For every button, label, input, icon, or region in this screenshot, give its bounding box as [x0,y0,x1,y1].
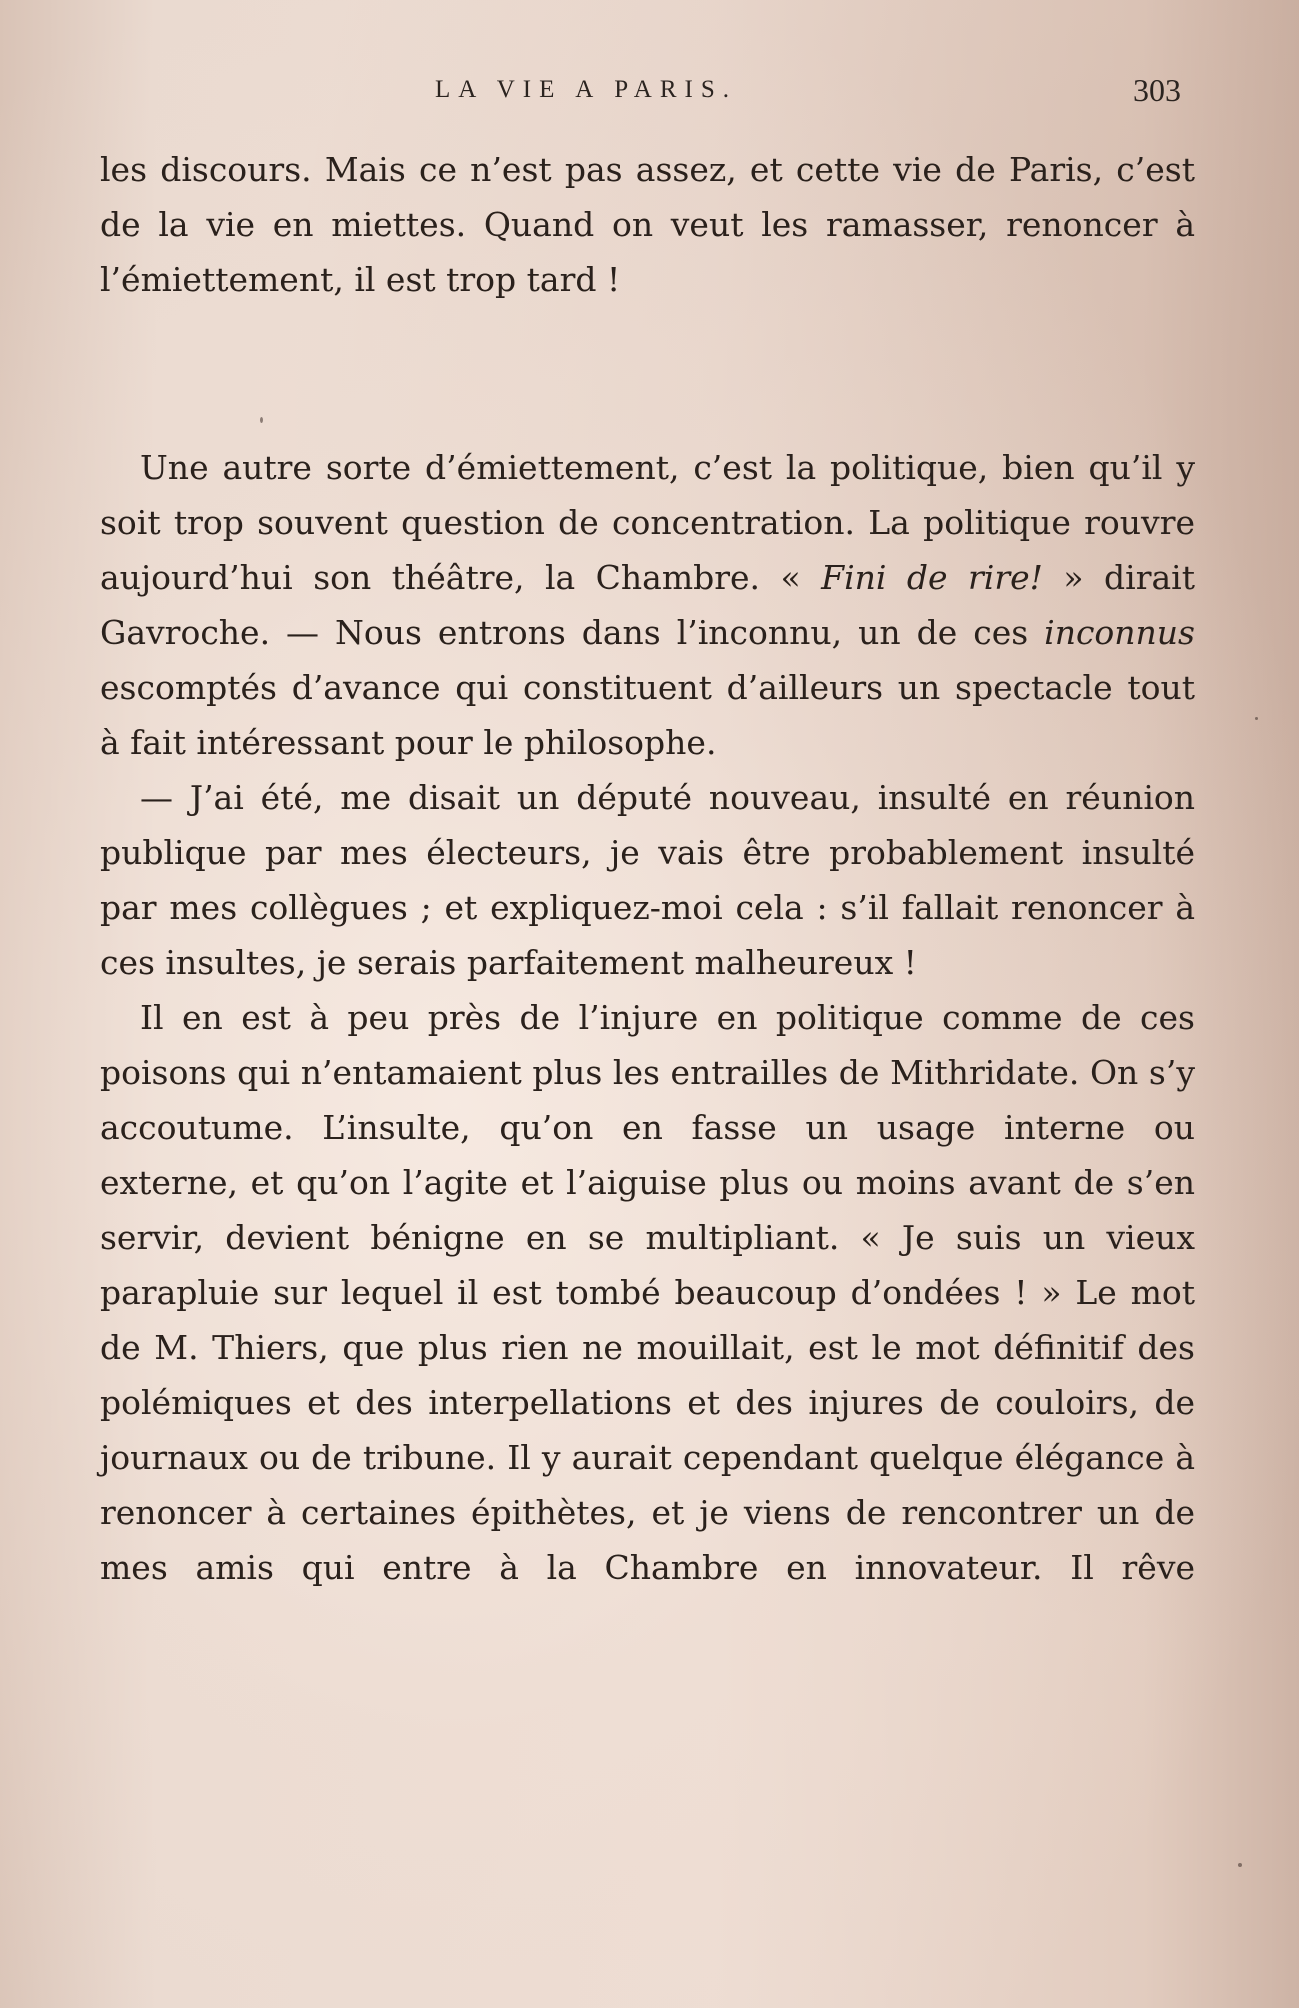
paragraph-4: Il en est à peu près de l’injure en politique comme de ces poisons qui n’entamaient plus les entrailles de Mithridate. On s’y accoutume. L’insulte, qu’on en fasse un usage interne ou externe, et qu’on l’agite et l’aiguise plus ou moins avant de s’en servir, devient bénigne en se multipliant. « Je suis un vieux parapluie sur lequel il est tombé beaucoup d’ondées ! » Le mot de M. Thiers, que plus rien ne mouillait, est le mot définitif des polémiques et des interpellations et des injures de couloirs, de journaux ou de tribune. Il y aurait cependant quelque élégance à renoncer à certaines épithètes, et je viens de rencontrer un de mes amis qui entre à la Chambre en innovateur. Il rêve [100,998,1195,1587]
paragraph-2-text-b: » dirait Gavroche. — Nous entrons dans l’inconnu, un de ces [100,558,1195,652]
section-break [100,307,1195,440]
running-head [100,72,1185,116]
paragraph-1: les discours. Mais ce n’est pas assez, et cette vie de Paris, c’est de la vie en miettes. Quand on veut les ramasser, renoncer à l’émiettement, il est trop tard ! [100,150,1195,299]
paragraph-2-text-a: Une autre sorte d’émiettement, c’est la politique, bien qu’il y soit trop souvent question de concentration. La politique rouvre aujourd’hui son théâtre, la Chambre. « [100,448,1195,597]
paper-speck [1238,1863,1242,1867]
paragraph-2 [100,440,1195,770]
running-title: LA VIE A PARIS. [435,76,738,103]
paragraph-2-italic-b: inconnus [1044,613,1195,652]
paper-speck [1255,717,1258,720]
page-number: 303 [1133,72,1181,108]
paragraph-2-text-c: escomptés d’avance qui constituent d’ailleurs un spectacle tout à fait intéressant pour le philosophe. [100,668,1195,762]
body-text [100,142,1195,1595]
paragraph-2-italic-a: Fini de rire! [821,558,1043,597]
paragraph-3: — J’ai été, me disait un député nouveau, insulté en réunion publique par mes électeurs, je vais être probablement insulté par mes collègues ; et expliquez-moi cela : s’il fallait renoncer à ces insultes, je serais parfaitement malheureux ! [100,778,1195,982]
paper-speck [260,417,263,423]
